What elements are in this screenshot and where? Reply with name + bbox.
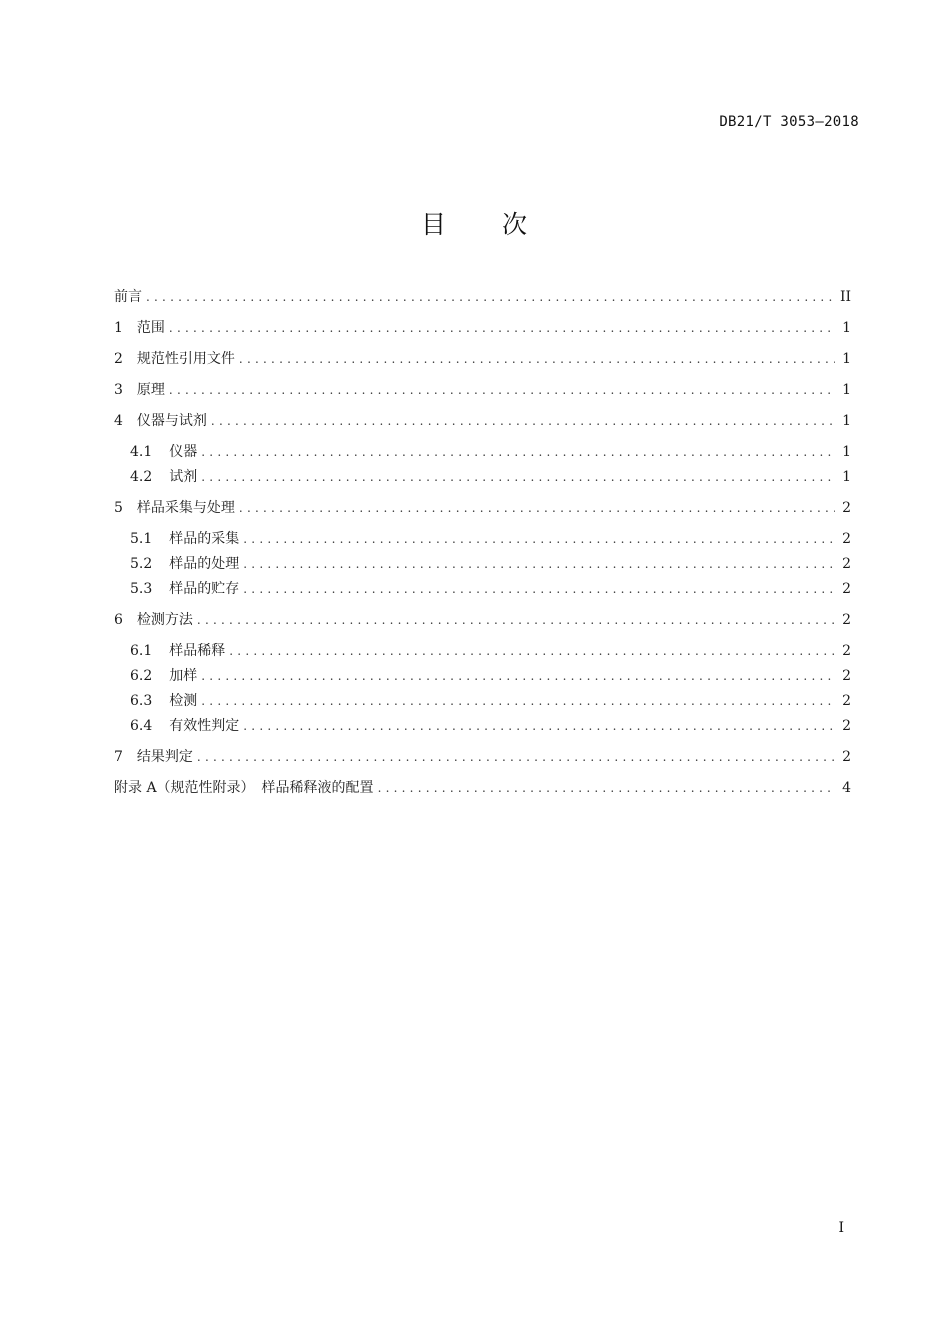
toc-entry-text: 仪器与试剂 — [136, 413, 207, 429]
toc-entry-text: 检测方法 — [136, 612, 193, 628]
toc-leader-dots — [197, 609, 835, 631]
toc-entry-page: 2 — [842, 693, 851, 709]
toc-leader-dots — [146, 286, 834, 308]
toc-leader-dots — [239, 348, 835, 370]
toc-entry-text: 试剂 — [169, 469, 198, 485]
toc-entry-label — [114, 777, 374, 799]
toc-entry-page: 1 — [842, 444, 851, 460]
toc-leader-dots — [201, 665, 835, 687]
toc-entry-page: 1 — [842, 382, 851, 398]
toc-leader-dots — [169, 317, 835, 339]
toc-leader-dots — [239, 497, 835, 519]
toc-entry-number: 6.1 — [130, 643, 153, 659]
toc-entry-label — [114, 578, 239, 600]
toc-entry[interactable] — [114, 640, 851, 662]
toc-entry-number: 4.2 — [130, 469, 153, 485]
toc-entry-label — [114, 553, 239, 575]
toc-entry[interactable] — [114, 348, 851, 370]
toc-entry-label — [114, 715, 239, 737]
toc-entry[interactable] — [114, 317, 851, 339]
toc-entry-label — [114, 379, 165, 401]
toc-entry[interactable] — [114, 715, 851, 737]
toc-entry-page: 2 — [842, 531, 851, 547]
toc-entry-number: 1 — [114, 320, 123, 336]
toc-entry-number: 6.4 — [130, 718, 153, 734]
toc-entry-page: 2 — [842, 668, 851, 684]
toc-entry-text: 结果判定 — [136, 749, 193, 765]
toc-entry-text: 样品稀释 — [169, 643, 226, 659]
toc-entry-label — [114, 441, 197, 463]
toc-entry-label — [114, 348, 235, 370]
toc-entry[interactable] — [114, 690, 851, 712]
toc-entry-number: 5.1 — [130, 531, 153, 547]
toc-entry-text: 仪器 — [169, 444, 198, 460]
toc-entry-text: 有效性判定 — [169, 718, 240, 734]
toc-entry-text: 规范性引用文件 — [136, 351, 235, 367]
toc-entry-text: 样品的贮存 — [169, 581, 240, 597]
toc-entry-label — [114, 690, 197, 712]
toc-entry-number: 4 — [114, 413, 123, 429]
toc-entry-page: 2 — [842, 643, 851, 659]
toc-entry[interactable] — [114, 553, 851, 575]
toc-entry-label — [114, 609, 193, 631]
toc-entry-label — [114, 665, 197, 687]
toc-entry[interactable] — [114, 441, 851, 463]
toc-leader-dots — [169, 379, 835, 401]
toc-leader-dots — [201, 441, 835, 463]
toc-entry-page: 1 — [842, 469, 851, 485]
toc-entry-number: 5 — [114, 500, 123, 516]
toc-entry[interactable] — [114, 497, 851, 519]
toc-entry-text: 样品采集与处理 — [136, 500, 235, 516]
document-id: DB21/T 3053—2018 — [719, 114, 859, 130]
toc-entry-label — [114, 497, 235, 519]
toc-entry-page: II — [839, 289, 851, 305]
toc-entry-number: 6.2 — [130, 668, 153, 684]
toc-entry-label — [114, 528, 239, 550]
toc-entry-label — [114, 746, 193, 768]
toc-entry-page: 1 — [842, 413, 851, 429]
toc-entry-label — [114, 410, 207, 432]
toc-entry-page: 2 — [842, 500, 851, 516]
toc-entry-number: 6 — [114, 612, 123, 628]
toc-entry[interactable] — [114, 777, 851, 799]
toc-entry-text: 样品的处理 — [169, 556, 240, 572]
toc-leader-dots — [211, 410, 835, 432]
toc-entry[interactable] — [114, 609, 851, 631]
toc-entry-page: 2 — [842, 581, 851, 597]
toc-entry[interactable] — [114, 410, 851, 432]
toc-entry[interactable] — [114, 746, 851, 768]
toc-entry[interactable] — [114, 379, 851, 401]
toc-entry[interactable] — [114, 578, 851, 600]
toc-entry-page: 2 — [842, 612, 851, 628]
toc-entry-text: 样品的采集 — [169, 531, 240, 547]
toc-leader-dots — [197, 746, 835, 768]
toc-leader-dots — [243, 528, 835, 550]
toc-entry-text: 检测 — [169, 693, 198, 709]
toc-entry-label — [114, 317, 165, 339]
toc-entry-text: 附录 A（规范性附录） 样品稀释液的配置 — [114, 780, 374, 796]
toc-entry-page: 1 — [842, 351, 851, 367]
toc-entry-label — [114, 286, 142, 308]
toc-entry-number: 2 — [114, 351, 123, 367]
toc-entry-number: 4.1 — [130, 444, 153, 460]
toc-entry-number: 7 — [114, 749, 123, 765]
toc-entry-page: 2 — [842, 749, 851, 765]
toc-leader-dots — [243, 715, 835, 737]
toc-entry-page: 2 — [842, 718, 851, 734]
toc-entry-text: 前言 — [114, 289, 142, 305]
toc-entry-number: 3 — [114, 382, 123, 398]
toc-entry[interactable] — [114, 528, 851, 550]
toc-leader-dots — [229, 640, 835, 662]
toc-leader-dots — [201, 690, 835, 712]
toc-entry[interactable] — [114, 286, 851, 308]
toc-entry-label — [114, 640, 225, 662]
toc-leader-dots — [378, 777, 835, 799]
toc-entry-label — [114, 466, 197, 488]
toc-entry-page: 1 — [842, 320, 851, 336]
toc-leader-dots — [243, 578, 835, 600]
toc-entry-number: 5.2 — [130, 556, 153, 572]
toc-entry-page: 4 — [842, 780, 851, 796]
toc-entry-text: 原理 — [136, 382, 165, 398]
page-number: I — [838, 1220, 844, 1236]
toc-entry-text: 范围 — [136, 320, 165, 336]
toc-entry-number: 6.3 — [130, 693, 153, 709]
toc-entry-number: 5.3 — [130, 581, 153, 597]
toc-entry[interactable] — [114, 466, 851, 488]
toc-entry-page: 2 — [842, 556, 851, 572]
toc-entry-text: 加样 — [169, 668, 198, 684]
toc-leader-dots — [201, 466, 835, 488]
toc-entry[interactable] — [114, 665, 851, 687]
toc-leader-dots — [243, 553, 835, 575]
toc-title: 目 次 — [420, 210, 529, 239]
